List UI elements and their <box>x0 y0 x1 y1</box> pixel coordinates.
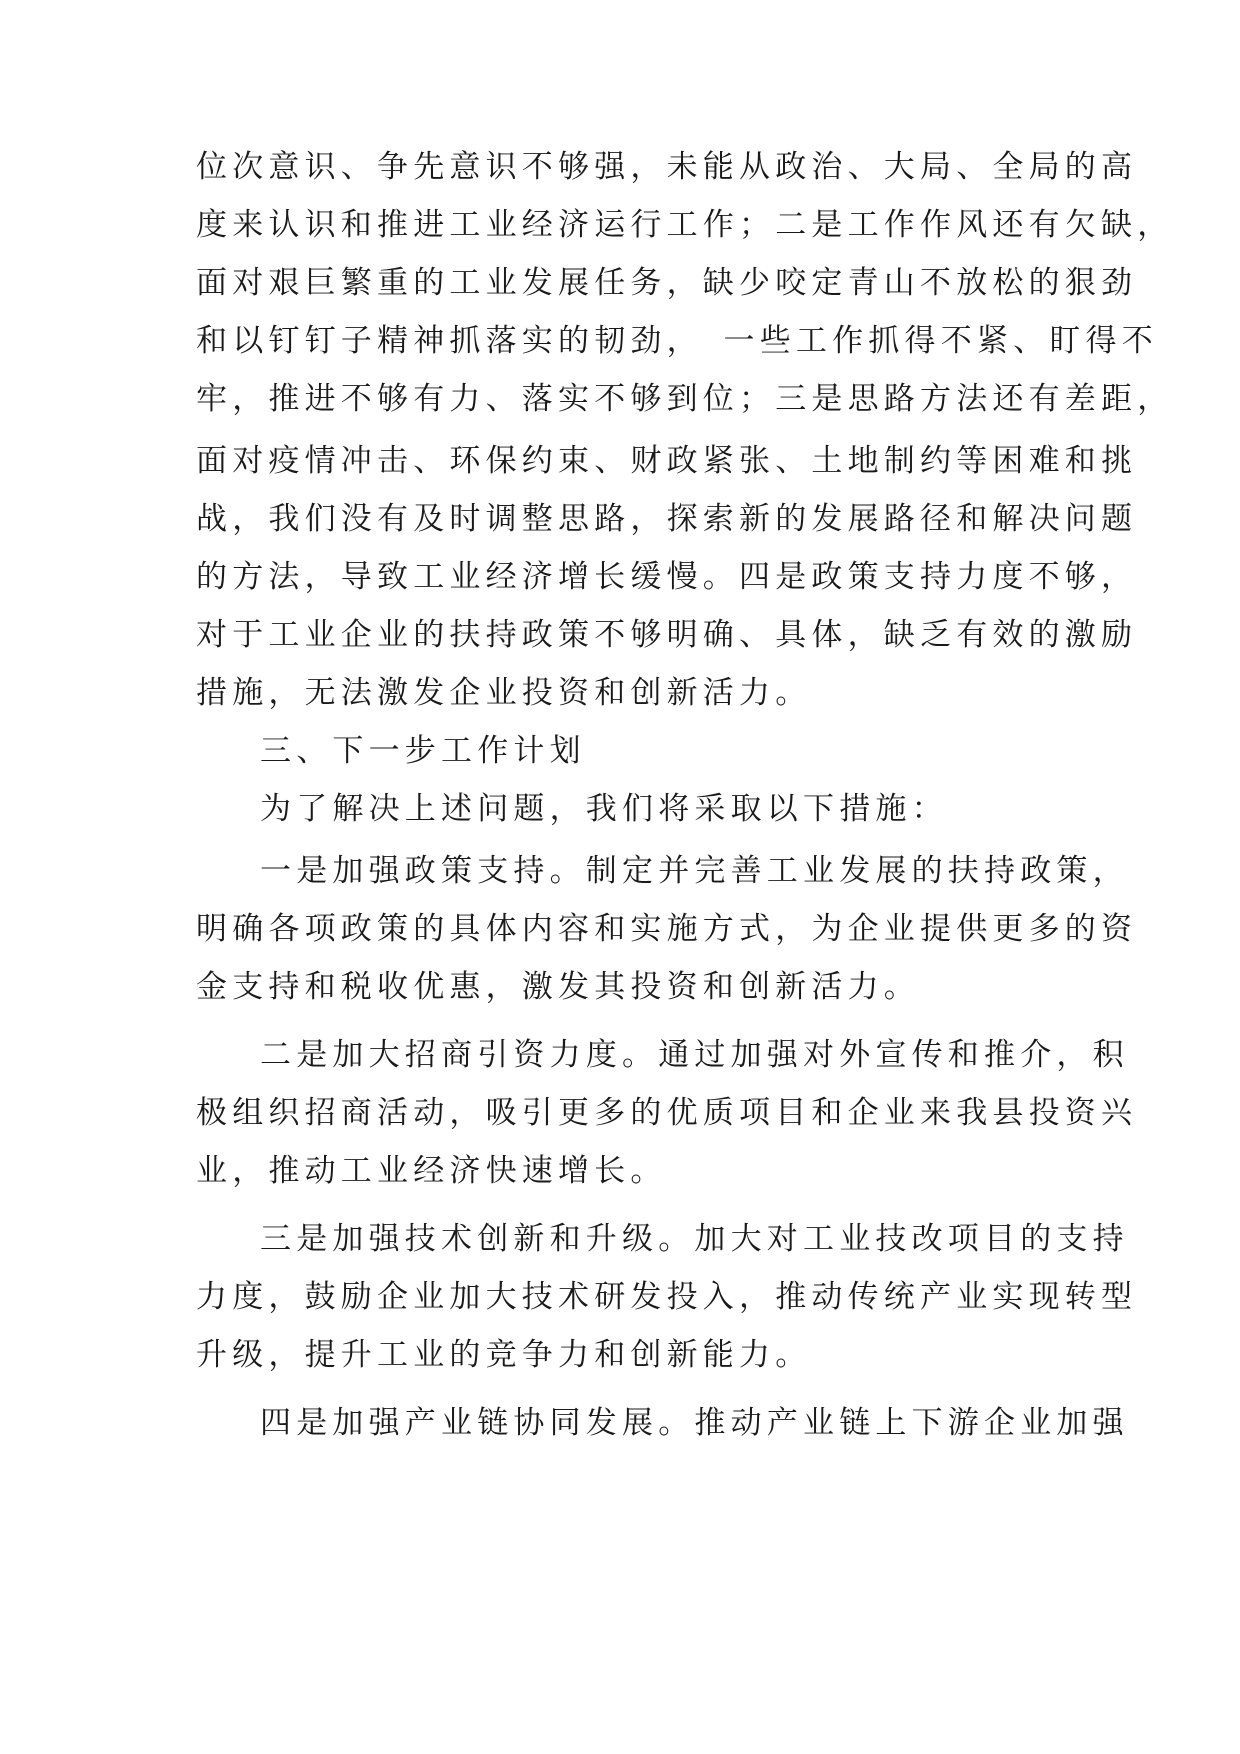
document-body <box>196 138 1174 1452</box>
text-line: 度来认识和推进工业经济运行工作；二是工作作风还有欠缺， <box>196 207 1174 243</box>
text-line: 牢，推进不够有力、落实不够到位；三是思路方法还有差距， <box>196 381 1174 417</box>
text-line: 极组织招商活动，吸引更多的优质项目和企业来我县投资兴 <box>196 1095 1138 1131</box>
text-line: 战，我们没有及时调整思路，探索新的发展路径和解决问题 <box>196 501 1138 537</box>
text-line: 位次意识、争先意识不够强，未能从政治、大局、全局的高 <box>196 149 1138 185</box>
text-line: 面对艰巨繁重的工业发展任务，缺少咬定青山不放松的狠劲 <box>196 265 1138 301</box>
paragraph-policy-support <box>196 842 1138 1016</box>
text-line: 面对疫情冲击、环保约束、财政紧张、土地制约等困难和挑 <box>196 443 1138 479</box>
text-line: 措施，无法激发企业投资和创新活力。 <box>196 675 812 711</box>
text-line: 和以钉钉子精神抓落实的韧劲， 一些工作抓得不紧、盯得不 <box>196 323 1158 359</box>
text-line: 力度，鼓励企业加大技术研发投入，推动传统产业实现转型 <box>196 1279 1138 1315</box>
section-heading: 三、下一步工作计划 <box>260 733 586 769</box>
paragraph-investment <box>196 1026 1138 1200</box>
paragraph-innovation <box>196 1210 1138 1384</box>
text-line: 金支持和税收优惠，激发其投资和创新活力。 <box>196 969 920 1005</box>
paragraph-problems <box>196 138 1174 722</box>
text-line: 三是加强技术创新和升级。加大对工业技改项目的支持 <box>260 1221 1129 1257</box>
paragraph-intro: 为了解决上述问题，我们将采取以下措施： <box>260 791 948 827</box>
text-line: 二是加大招商引资力度。通过加强对外宣传和推介，积 <box>260 1037 1129 1073</box>
text-line: 的方法，导致工业经济增长缓慢。四是政策支持力度不够， <box>196 559 1138 595</box>
text-line: 对于工业企业的扶持政策不够明确、具体，缺乏有效的激励 <box>196 617 1138 653</box>
text-line: 明确各项政策的具体内容和实施方式，为企业提供更多的资 <box>196 911 1138 947</box>
text-line: 业，推动工业经济快速增长。 <box>196 1153 667 1189</box>
text-line: 一是加强政策支持。制定并完善工业发展的扶持政策， <box>260 853 1129 889</box>
paragraph-industry-chain <box>196 1394 1129 1452</box>
text-line: 升级，提升工业的竞争力和创新能力。 <box>196 1337 812 1373</box>
text-line: 四是加强产业链协同发展。推动产业链上下游企业加强 <box>260 1405 1129 1441</box>
